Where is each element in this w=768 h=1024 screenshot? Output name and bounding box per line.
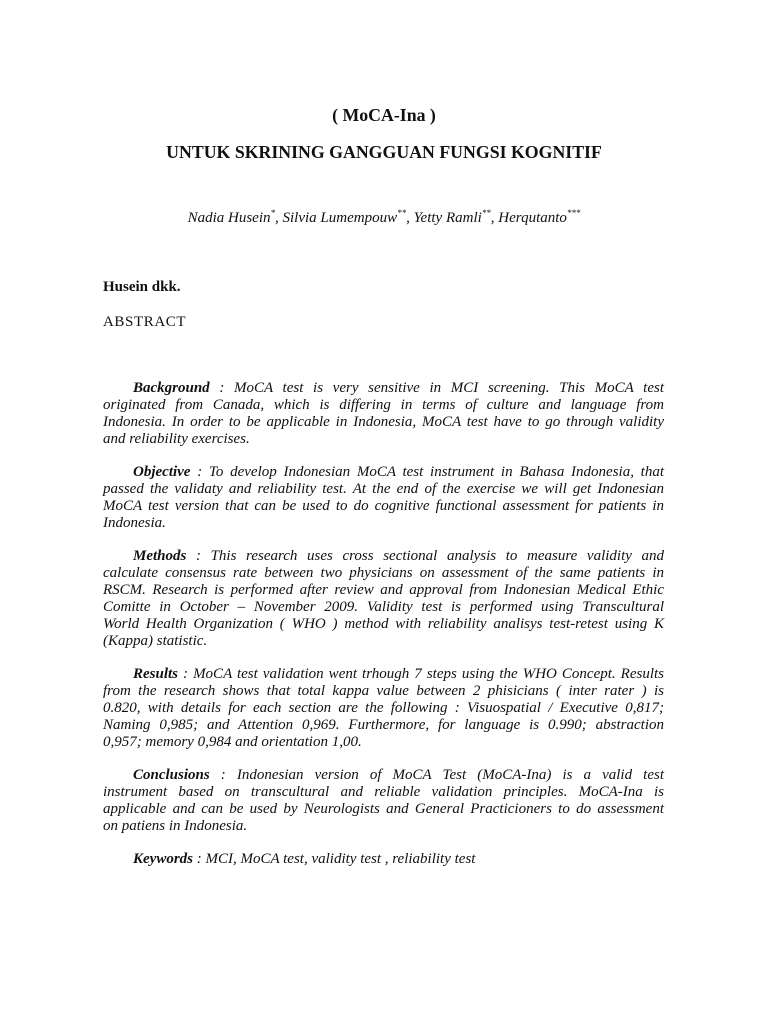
section-text: : This research uses cross sectional analysis to measure validity and	[195, 548, 665, 564]
section-line: 0.820, with details for each section are the following : Visuospatial / Executive 0,817;	[103, 700, 664, 716]
abstract-section-objective	[103, 464, 664, 532]
section-line	[103, 380, 664, 397]
abstract-section-keywords	[103, 851, 664, 868]
section-line	[103, 666, 664, 683]
section-line: 0,957; memory 0,984 and orientation 1,00.	[103, 734, 362, 750]
section-line: applicable and can be used by Neurologists and General Practicioners to do assessment	[103, 801, 664, 817]
section-label: Conclusions	[133, 767, 210, 783]
author-separator: ,	[275, 210, 283, 226]
section-line: Naming 0,985; and Attention 0,969. Furthermore, for language is 0.990; abstraction	[103, 717, 664, 733]
section-line: originated from Canada, which is differing in terms of culture and language from	[103, 397, 664, 413]
section-line: Comitte in October – November 2009. Validity test is performed using Transcultural	[103, 599, 664, 615]
abstract-section-results	[103, 666, 664, 751]
author-separator: ,	[490, 210, 499, 226]
affiliation-mark: **	[397, 208, 407, 218]
section-line: calculate consensus rate between two physicians on assessment of the same patients in	[103, 565, 664, 581]
section-label: Results	[133, 666, 179, 682]
section-line: RSCM. Research is performed after review and approval from Indonesian Medical Ethic	[103, 582, 664, 598]
section-line: instrument based on transcultural and reliable validation principles. MoCA-Ina is	[103, 784, 664, 800]
section-text: : MCI, MoCA test, validity test , reliability test	[196, 851, 476, 867]
section-label: Objective	[133, 464, 191, 480]
section-line	[103, 548, 664, 565]
section-text: : MoCA test is very sensitive in MCI screening. This MoCA test	[219, 380, 664, 396]
document-subtitle: UNTUK SKRINING GANGGUAN FUNGSI KOGNITIF	[166, 142, 602, 162]
affiliation-mark: *	[270, 208, 275, 218]
affiliation-mark: ***	[566, 208, 581, 218]
section-line: Indonesia. In order to be applicable in Indonesia, MoCA test have to go through validity	[103, 414, 664, 430]
author-name: Nadia Husein	[187, 210, 271, 226]
section-line: passed the validaty and reliability test. At the end of the exercise we will get Indonesian	[103, 481, 664, 497]
section-line	[103, 851, 664, 868]
section-line: Indonesia.	[103, 515, 166, 531]
section-line: and reliability exercises.	[103, 431, 250, 447]
affiliation-mark: **	[481, 208, 491, 218]
abstract-heading: ABSTRACT	[103, 314, 187, 330]
section-text: : MoCA test validation went trhough 7 steps using the WHO Concept. Results	[183, 666, 665, 682]
author-name: Herqutanto	[498, 210, 567, 226]
section-line: MoCA test version that can be used to do cognitive functional assessment for patients in	[103, 498, 664, 514]
section-line: World Health Organization ( WHO ) method with reliability analisys test-retest using K	[103, 616, 664, 632]
author-name: Silvia Lumempouw	[282, 210, 398, 226]
section-label: Keywords	[133, 851, 193, 867]
running-head: Husein dkk.	[103, 279, 181, 295]
document-title: ( MoCA-Ina )	[332, 105, 436, 125]
section-text: : To develop Indonesian MoCA test instrument in Bahasa Indonesia, that	[197, 464, 665, 480]
section-label: Background	[133, 380, 210, 396]
section-line: from the research shows that total kappa value between 2 phisicians ( inter rater ) is	[103, 683, 664, 699]
section-text: : Indonesian version of MoCA Test (MoCA-Ina) is a valid test	[220, 767, 665, 783]
author-separator: ,	[406, 210, 414, 226]
abstract-section-conclusions	[103, 767, 664, 835]
abstract-body	[103, 380, 664, 884]
section-line: on patiens in Indonesia.	[103, 818, 248, 834]
author-name: Yetty Ramli	[413, 210, 482, 226]
section-line: (Kappa) statistic.	[103, 633, 208, 649]
author-list	[0, 209, 768, 227]
section-line	[103, 767, 664, 784]
abstract-section-background	[103, 380, 664, 448]
abstract-section-methods	[103, 548, 664, 650]
section-label: Methods	[133, 548, 187, 564]
section-line	[103, 464, 664, 481]
